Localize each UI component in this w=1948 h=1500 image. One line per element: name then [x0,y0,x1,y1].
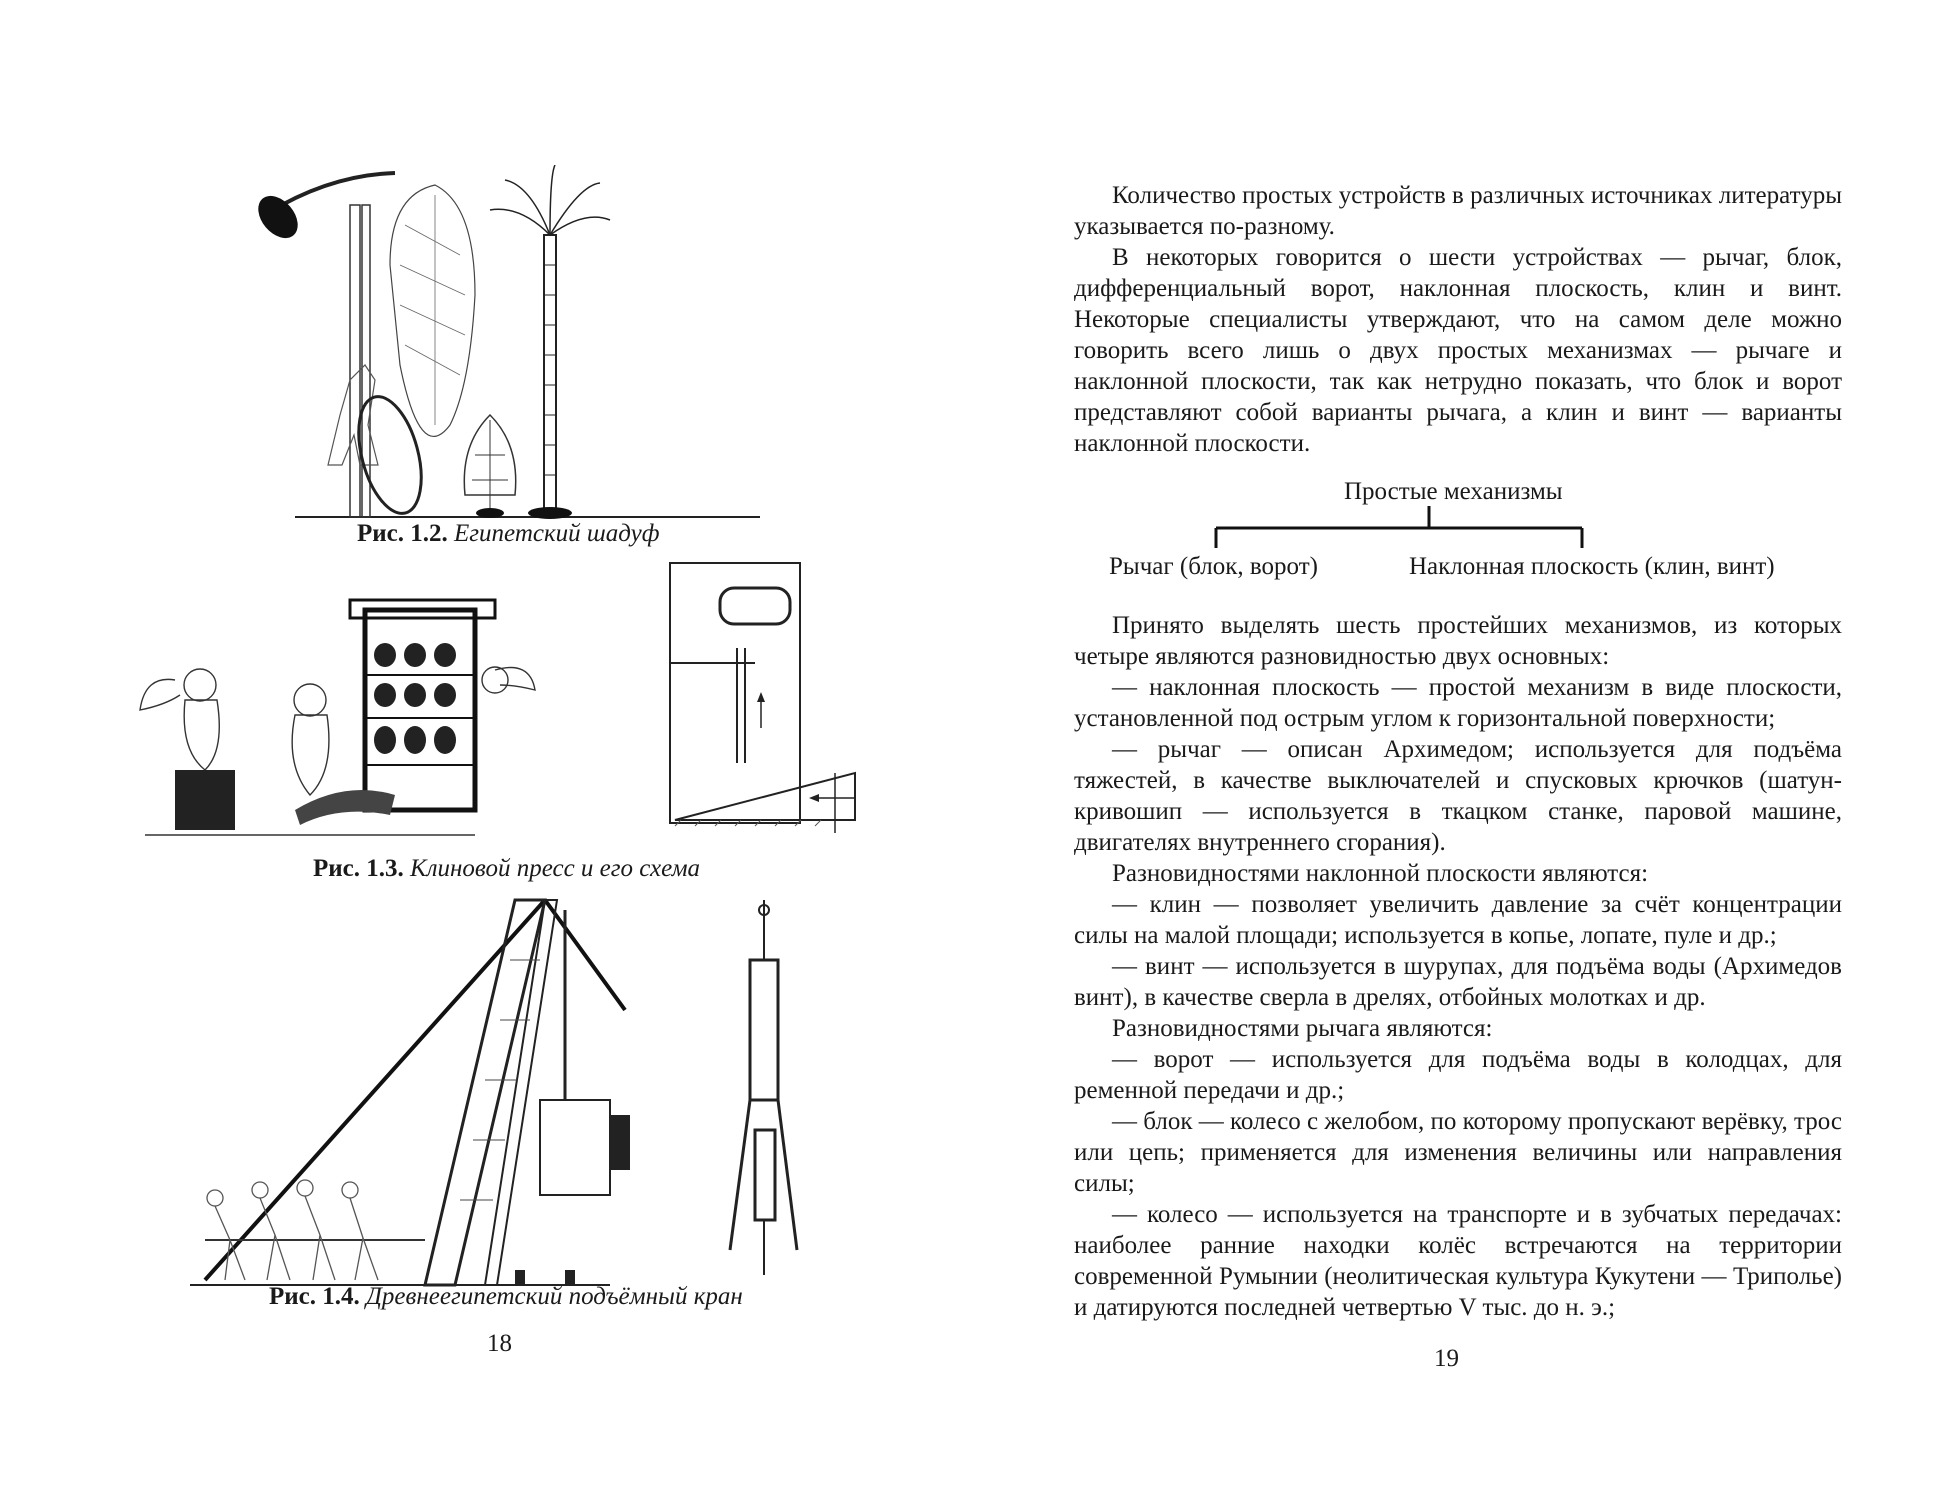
paragraph: Разновидностями наклонной плоскости являются: [1112,860,1649,887]
paragraph: Количество простых устройств в различных источниках литературы указывается по-разному. [1074,182,1842,240]
page-number-left: 18 [487,1330,512,1357]
scheme-bracket [1214,506,1594,550]
shaduf-illustration [250,165,770,525]
body-text [1074,610,1842,1323]
paragraph: Принято выделять шесть простейших механизмов, из которых четыре являются разновидностью двух основных: [1074,612,1842,670]
paragraph: — рычаг — описан Архимедом; используется для подъёма тяжестей, в качестве выключателей и спусковых крючков (шатун-кривошип — используется в ткацком станке, паровой машине, двигателях внутреннего сгорания). [1074,736,1842,856]
page-number-right: 19 [1434,1345,1459,1372]
crane-illustration [185,880,825,1300]
figure-caption-1-4: Рис. 1.4. Древнеегипетский подъёмный кран [269,1283,743,1310]
scheme-title: Простые механизмы [1344,478,1563,505]
wedge-press-illustration [135,580,555,860]
scheme-left-branch: Рычаг (блок, ворот) [1109,553,1318,580]
paragraph: В некоторых говорится о шести устройствах — рычаг, блок, дифференциальный ворот, наклонная плоскость, клин и винт. Некоторые специалисты утверждают, что на самом деле можно говорить всего лишь о двух простых механизмах — рычаге и наклонной плоскости, так как нетрудно показать, что блок и ворот представляют собой варианты рычага, а клин и винт — варианты наклонной плоскости. [1074,244,1842,457]
scheme-right-branch: Наклонная плоскость (клин, винт) [1409,553,1775,580]
right-page [974,0,1948,1500]
paragraph: — винт — используется в шурупах, для подъёма воды (Архимедов винт), в качестве сверла в дрелях, отбойных молотках и др. [1074,953,1842,1011]
paragraph: — клин — позволяет увеличить давление за счёт концентрации силы на малой площади; используется в копье, лопате, пуле и др.; [1074,891,1842,949]
intro-text [1074,180,1842,459]
figure-caption-1-2: Рис. 1.2. Египетский шадуф [357,520,660,547]
paragraph: — блок — колесо с желобом, по которому пропускают верёвку, трос или цепь; применяется для изменения величины или направления силы; [1074,1108,1842,1197]
paragraph: — ворот — используется для подъёма воды в колодцах, для ременной передачи и др.; [1074,1046,1842,1104]
paragraph: — наклонная плоскость — простой механизм в виде плоскости, установленной под острым углом к горизонтальной поверхности; [1074,674,1842,732]
paragraph: — колесо — используется на транспорте и в зубчатых передачах: наиболее ранние находки колёс встречаются на территории современной Румынии (неолитическая культура Кукутени — Триполье) и датируются последней четвертью V тыс. до н. э.; [1074,1201,1842,1321]
wedge-scheme-diagram [665,558,870,838]
paragraph: Разновидностями рычага являются: [1112,1015,1493,1042]
figure-caption-1-3: Рис. 1.3. Клиновой пресс и его схема [313,855,701,882]
